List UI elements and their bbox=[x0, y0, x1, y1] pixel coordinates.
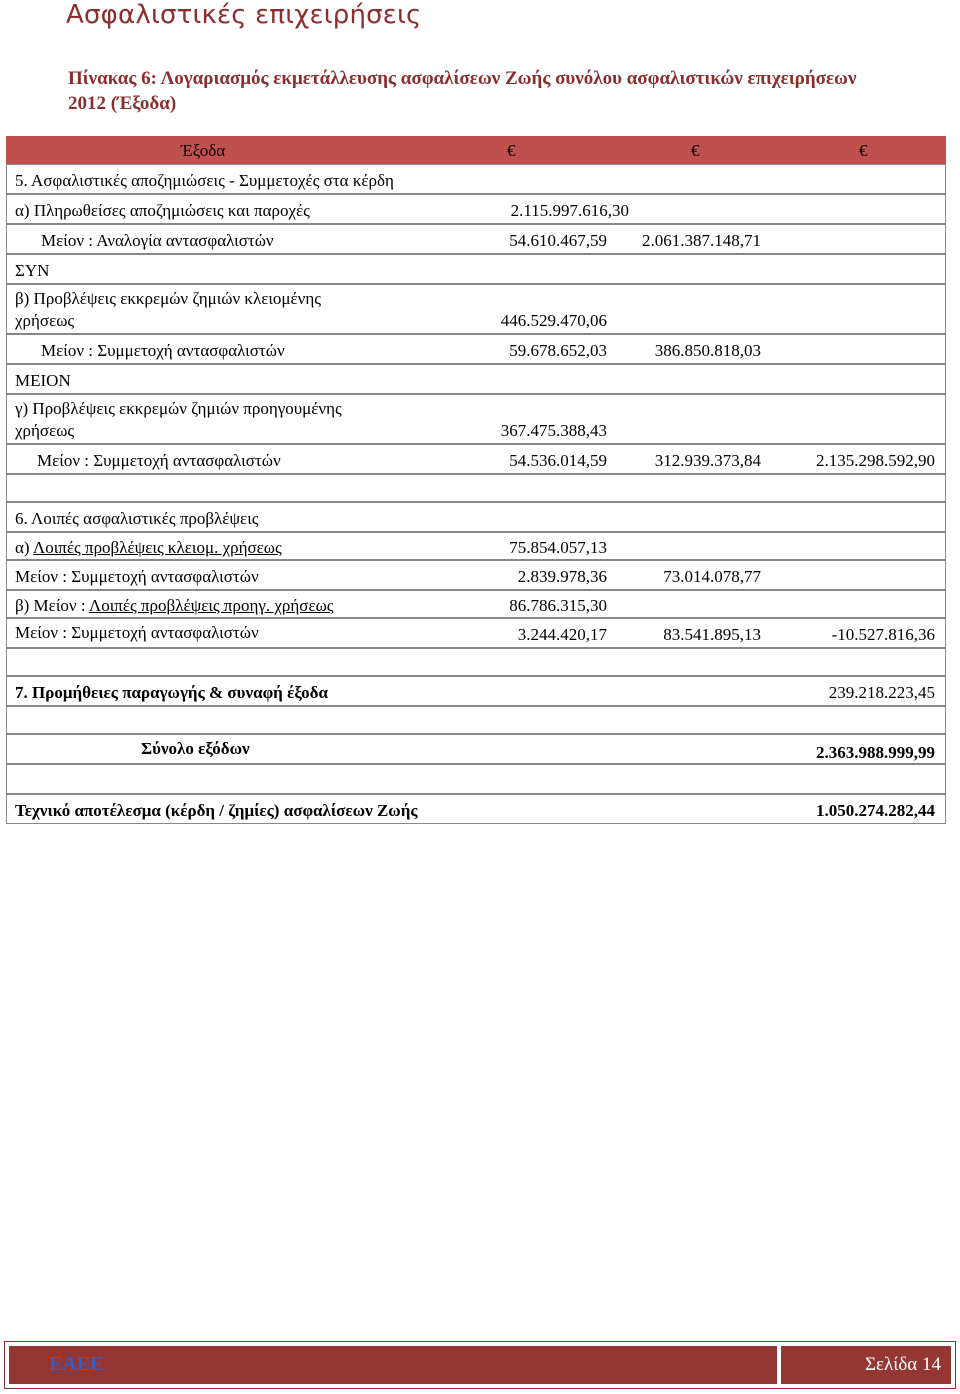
table-row bbox=[6, 394, 946, 444]
row-label bbox=[15, 596, 334, 616]
table-row bbox=[6, 676, 946, 706]
footer-org-band bbox=[9, 1346, 777, 1384]
row-label: α) Πληρωθείσες αποζημιώσεις και παροχές bbox=[15, 201, 310, 220]
footer-org: ΕΑΕΕ bbox=[49, 1353, 104, 1375]
table-row bbox=[6, 560, 946, 590]
col3-currency: € bbox=[859, 141, 868, 160]
value-col2: 73.014.078,77 bbox=[663, 567, 761, 586]
table-row bbox=[6, 254, 946, 284]
value-col1: 75.854.057,13 bbox=[509, 538, 607, 557]
row-label-underlined: Λοιπές προβλέψεις κλειομ. χρήσεως bbox=[32, 538, 282, 557]
value-col3: 239.218.223,45 bbox=[828, 683, 935, 702]
row-label: 5. Ασφαλιστικές αποζημιώσεις - Συμμετοχές στα κέρδη bbox=[15, 171, 394, 190]
value-col3: 2.135.298.592,90 bbox=[816, 451, 935, 470]
value-col3: -10.527.816,36 bbox=[831, 625, 935, 644]
table-row-empty bbox=[6, 474, 946, 502]
value-col2: 386.850.818,03 bbox=[654, 341, 761, 360]
table-header-row bbox=[6, 136, 946, 164]
total-label: Σύνολο εξόδων bbox=[141, 739, 250, 758]
table-row bbox=[6, 164, 946, 194]
page-footer bbox=[4, 1341, 956, 1389]
page-header-title: Ασφαλιστικές επιχειρήσεις bbox=[66, 0, 422, 30]
col-label-header: Έξοδα bbox=[181, 141, 226, 160]
value-col2: 2.061.387.148,71 bbox=[642, 231, 761, 250]
value-col2: 83.541.895,13 bbox=[663, 625, 761, 644]
table-row bbox=[6, 224, 946, 254]
table-row-empty bbox=[6, 648, 946, 676]
row-label: Μείον : Συμμετοχή αντασφαλιστών bbox=[15, 623, 259, 642]
table-row bbox=[6, 444, 946, 474]
table-row bbox=[6, 590, 946, 618]
row-label: Μείον : Συμμετοχή αντασφαλιστών bbox=[15, 567, 259, 586]
row-label: ΜΕΙΟΝ bbox=[15, 371, 71, 390]
footer-page-band bbox=[781, 1346, 951, 1384]
table-row bbox=[6, 194, 946, 224]
value-col1: 2.115.997.616,30 bbox=[510, 201, 629, 220]
row-label bbox=[15, 538, 282, 558]
value-col1: 54.610.467,59 bbox=[509, 231, 607, 250]
table-row bbox=[6, 502, 946, 532]
result-value: 1.050.274.282,44 bbox=[816, 801, 935, 820]
row-label: Μείον : Αναλογία αντασφαλιστών bbox=[41, 231, 274, 250]
row-label-prefix: α) bbox=[15, 538, 33, 557]
table-row-empty bbox=[6, 706, 946, 734]
result-label: Τεχνικό αποτέλεσμα (κέρδη / ζημίες) ασφαλίσεων Ζωής bbox=[15, 801, 418, 820]
value-col1: 54.536.014,59 bbox=[509, 451, 607, 470]
row-label-cont: χρήσεως bbox=[15, 421, 75, 440]
row-label-prefix: β) Μείον : bbox=[15, 596, 89, 615]
value-col1: 446.529.470,06 bbox=[500, 311, 607, 330]
total-value: 2.363.988.999,99 bbox=[816, 743, 935, 762]
row-label: 6. Λοιπές ασφαλιστικές προβλέψεις bbox=[15, 509, 259, 528]
table-row bbox=[6, 334, 946, 364]
table-row-total bbox=[6, 734, 946, 764]
value-col1: 59.678.652,03 bbox=[509, 341, 607, 360]
footer-page-number: Σελίδα 14 bbox=[864, 1354, 941, 1375]
table-title: Πίνακας 6: Λογαριασμός εκμετάλλευσης ασφαλίσεων Ζωής συνόλου ασφαλιστικών επιχειρήσεων 2012 (Έξοδα) bbox=[68, 68, 857, 114]
col2-currency: € bbox=[691, 141, 700, 160]
table-row bbox=[6, 364, 946, 394]
row-label-cont: χρήσεως bbox=[15, 311, 75, 330]
value-col2: 312.939.373,84 bbox=[654, 451, 761, 470]
table-row bbox=[6, 532, 946, 560]
col1-currency: € bbox=[507, 141, 516, 160]
table-row bbox=[6, 618, 946, 648]
row-label: 7. Προμήθειες παραγωγής & συναφή έξοδα bbox=[15, 683, 328, 702]
row-label: β) Προβλέψεις εκκρεμών ζημιών κλειομένης bbox=[15, 289, 321, 308]
table-row-result bbox=[6, 794, 946, 824]
row-label-underlined: Λοιπές προβλέψεις προηγ. χρήσεως bbox=[88, 596, 334, 615]
value-col1: 367.475.388,43 bbox=[500, 421, 607, 440]
row-label: Μείον : Συμμετοχή αντασφαλιστών bbox=[41, 341, 285, 360]
row-label: γ) Προβλέψεις εκκρεμών ζημιών προηγουμένης bbox=[15, 399, 342, 418]
table-row bbox=[6, 284, 946, 334]
value-col1: 86.786.315,30 bbox=[509, 596, 607, 615]
value-col1: 3.244.420,17 bbox=[517, 625, 607, 644]
row-label: ΣΥΝ bbox=[15, 261, 50, 280]
value-col1: 2.839.978,36 bbox=[517, 567, 607, 586]
table-row-empty bbox=[6, 764, 946, 794]
row-label: Μείον : Συμμετοχή αντασφαλιστών bbox=[37, 451, 281, 470]
